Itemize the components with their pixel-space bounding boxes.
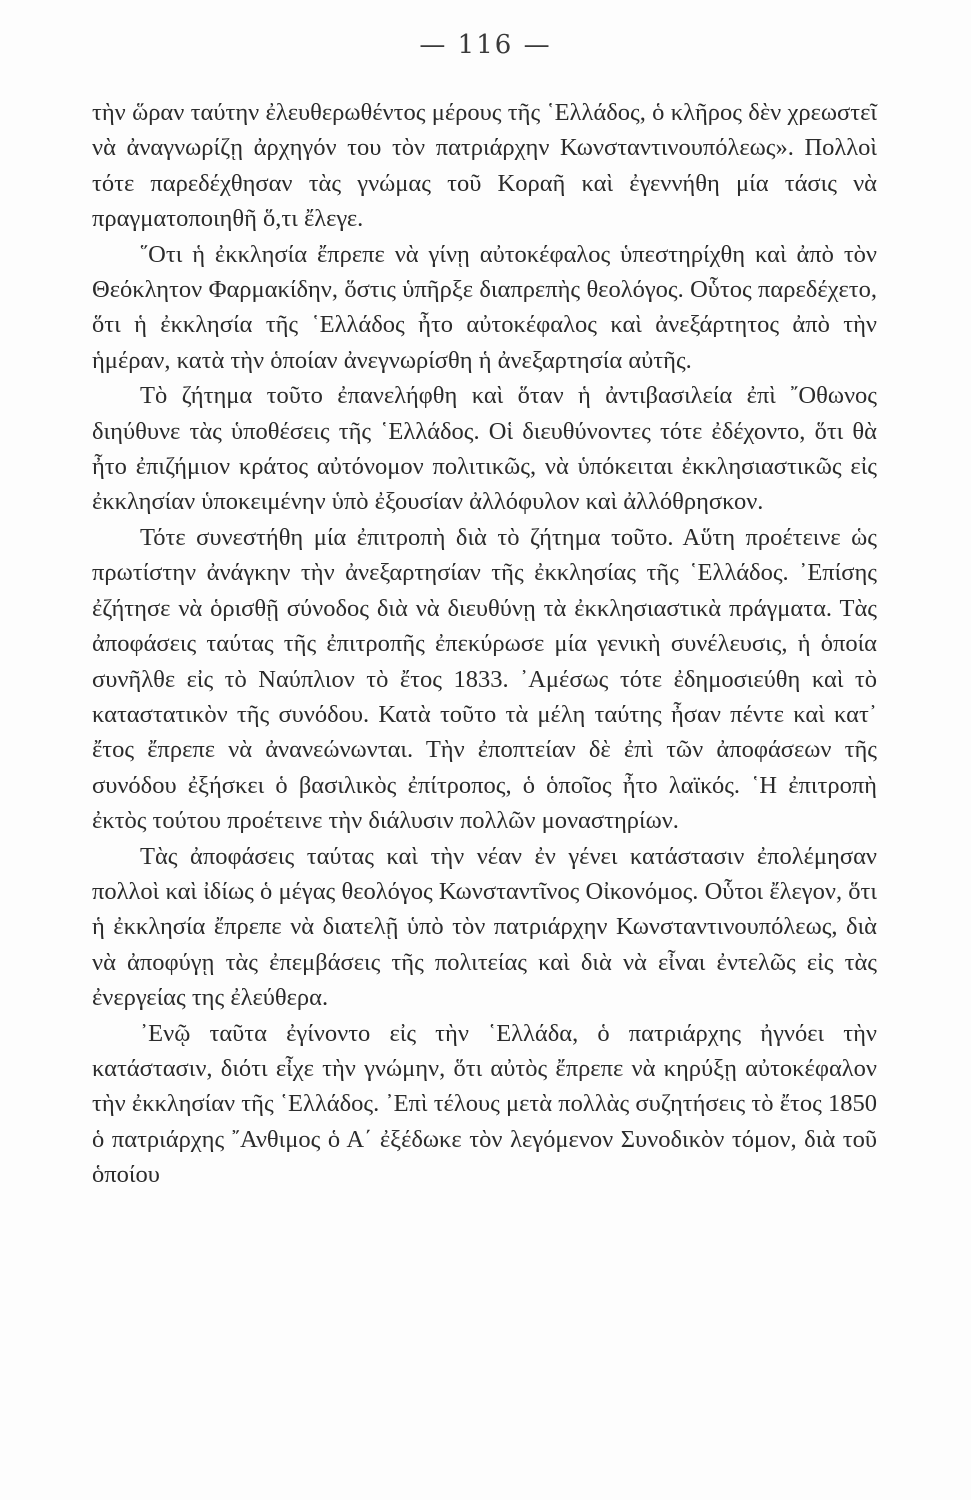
paragraph-1: τὴν ὥραν ταύτην ἐλευθερωθέντος μέρους τῆς ῾Ελλάδος, ὁ κλῆρος δὲν χρεωστεῖ νὰ ἀναγνωρίζῃ ἀρχηγόν του τὸν πατριάρχην Κωνσταντινουπόλεως». Πολλοὶ τότε παρεδέχθησαν τὰς γνώμας τοῦ Κοραῆ καὶ ἐγεννήθη μία τάσις νὰ πραγματοποιηθῆ ὅ,τι ἔλεγε. [92,99,877,233]
paragraph-2: ῞Οτι ἡ ἐκκλησία ἔπρεπε νὰ γίνῃ αὐτοκέφαλος ὑπεστηρίχθη καὶ ἀπὸ τὸν Θεόκλητον Φαρμακίδην, ὅστις ὑπῆρξε διαπρεπὴς θεολόγος. Οὗτος παρεδέχετο, ὅτι ἡ ἐκκλησία τῆς ῾Ελλάδος ἦτο αὐτοκέφαλος καὶ ἀνεξάρτητος ἀπὸ τὴν ἡμέραν, κατὰ τὴν ὁποίαν ἀνεγνωρίσθη ἡ ἀνεξαρτησία αὐτῆς. [92,240,877,374]
paragraph-5: Τὰς ἀποφάσεις ταύτας καὶ τὴν νέαν ἐν γένει κατάστασιν ἐπολέμησαν πολλοὶ καὶ ἰδίως ὁ μέγας θεολόγος Κωνσταντῖνος Οἰκονόμος. Οὗτοι ἔλεγον, ὅτι ἡ ἐκκλησία ἔπρεπε νὰ διατελῇ ὑπὸ τὸν πατριάρχην Κωνσταντινουπόλεως, διὰ νὰ ἀποφύγῃ τὰς ἐπεμβάσεις τῆς πολιτείας καὶ διὰ νὰ εἶναι ἐντελῶς εἰς τὰς ἐνεργείας της ἐλεύθερα. [92,842,877,1012]
page-number: — 116 — [419,30,552,60]
paragraph-4: Τότε συνεστήθη μία ἐπιτροπὴ διὰ τὸ ζήτημα τοῦτο. Αὕτη προέτεινε ὡς πρωτίστην ἀνάγκην τὴν ἀνεξαρτησίαν τῆς ἐκκλησίας τῆς ῾Ελλάδος. ᾿Επίσης ἐζήτησε νὰ ὁρισθῇ σύνοδος διὰ νὰ διευθύνῃ τὰ ἐκκλησιαστικὰ πράγματα. Τὰς ἀποφάσεις ταύτας τῆς ἐπιτροπῆς ἐπεκύρωσε μία γενικὴ συνέλευσις, ἡ ὁποία συνῆλθε εἰς τὸ Ναύπλιον τὸ ἔτος 1833. ᾿Αμέσως τότε ἐδημοσιεύθη καὶ τὸ καταστατικὸν τῆς συνόδου. Κατὰ τοῦτο τὰ μέλη ταύτης ἦσαν πέντε καὶ κατ᾿ ἔτος ἔπρεπε νὰ ἀνανεώνωνται. Τὴν ἐποπτείαν δὲ ἐπὶ τῶν ἀποφάσεων τῆς συνόδου ἐξήσκει ὁ βασιλικὸς ἐπίτροπος, ὁ ὁποῖος ἦτο λαϊκός. ῾Η ἐπιτροπὴ ἐκτὸς τούτου προέτεινε τὴν διάλυσιν πολλῶν μοναστηρίων. [92,523,877,835]
body-text [92,95,877,1193]
paragraph-6: ᾿Ενῷ ταῦτα ἐγίνοντο εἰς τὴν ῾Ελλάδα, ὁ πατριάρχης ἠγνόει τὴν κατάστασιν, διότι εἶχε τὴν γνώμην, ὅτι αὐτὸς ἔπρεπε νὰ κηρύξῃ αὐτοκέφαλον τὴν ἐκκλησίαν τῆς ῾Ελλάδος. ᾿Επὶ τέλους μετὰ πολλὰς συζητήσεις τὸ ἔτος 1850 ὁ πατριάρχης ῎Ανθιμος ὁ Α΄ ἐξέδωκε τὸν λεγόμενον Συνοδικὸν τόμον, διὰ τοῦ ὁποίου [92,1019,877,1189]
paragraph-3: Τὸ ζήτημα τοῦτο ἐπανελήφθη καὶ ὅταν ἡ ἀντιβασιλεία ἐπὶ ῎Οθωνος διηύθυνε τὰς ὑποθέσεις τῆς ῾Ελλάδος. Οἱ διευθύνοντες τότε ἐδέχοντο, ὅτι θὰ ἦτο ἐπιζήμιον κράτος αὐτόνομον πολιτικῶς, νὰ ὑπόκειται ἐκκλησιαστικῶς εἰς ἐκκλησίαν ὑποκειμένην ὑπὸ ἐξουσίαν ἀλλόφυλον καὶ ἀλλόθρησκον. [92,382,877,516]
